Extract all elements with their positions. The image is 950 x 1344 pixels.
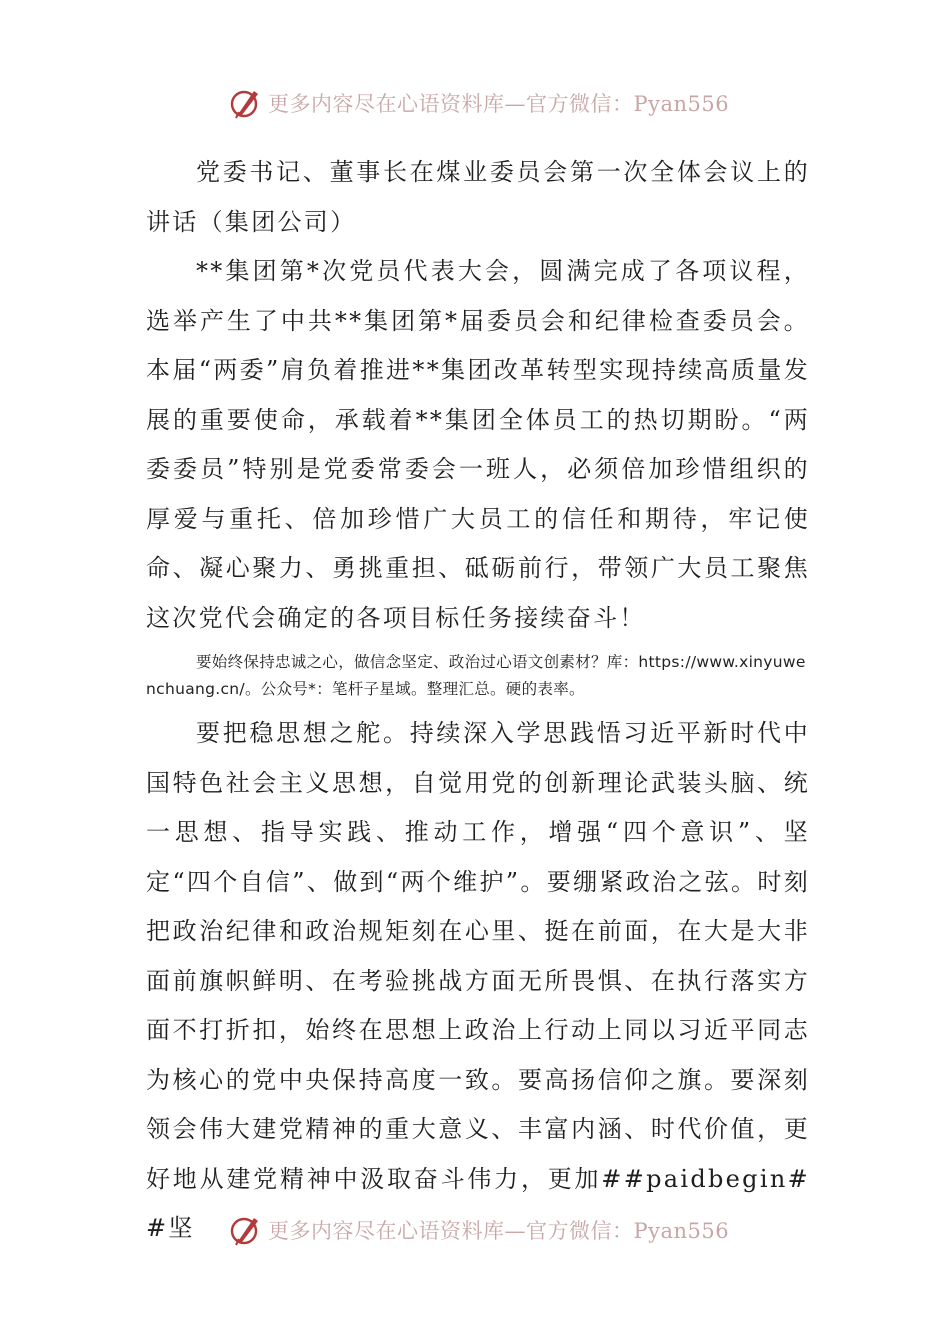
paragraph-1: **集团第*次党员代表大会，圆满完成了各项议程，选举产生了中共**集团第*届委员会和纪律检查委员会。本届“两委”肩负着推进**集团改革转型实现持续高质量发展的重要使命，承载着**集团全体员工的热切期盼。“两委委员”特别是党委常委会一班人，必须倍加珍惜组织的厚爱与重托、倍加珍惜广大员工的信任和期待，牢记使命、凝心聚力、勇挑重担、砥砺前行，带领广大员工聚焦这次党代会确定的各项目标任务接续奋斗！ <box>146 257 810 632</box>
document-body <box>146 148 810 1254</box>
quill-pen-logo-icon <box>228 85 264 121</box>
brand-banner-text: 更多内容尽在心语资料库—官方微信：Pyan556 <box>268 1219 730 1243</box>
quill-pen-logo-icon <box>228 1212 264 1248</box>
document-title: 党委书记、董事长在煤业委员会第一次全体会议上的讲话（集团公司） <box>146 158 810 236</box>
header-brand-banner <box>228 83 748 123</box>
inline-note: 要始终保持忠诚之心，做信念坚定、政治过心语文创素材？库：https://www.xinyuwenchuang.cn/。公众号*：笔杆子星域。整理汇总。硬的表率。 <box>146 653 806 698</box>
brand-banner-text: 更多内容尽在心语资料库—官方微信：Pyan556 <box>268 92 730 116</box>
footer-brand-banner <box>228 1210 748 1250</box>
paragraph-2: 要把稳思想之舵。持续深入学思践悟习近平新时代中国特色社会主义思想，自觉用党的创新理论武装头脑、统一思想、指导实践、推动工作，增强“四个意识”、坚定“四个自信”、做到“两个维护”。要绷紧政治之弦。时刻把政治纪律和政治规矩刻在心里、挺在前面，在大是大非面前旗帜鲜明、在考验挑战方面无所畏惧、在执行落实方面不打折扣，始终在思想上政治上行动上同以习近平同志为核心的党中央保持高度一致。要高扬信仰之旗。要深刻领会伟大建党精神的重大意义、丰富内涵、时代价值，更好地从建党精神中汲取奋斗伟力，更加##paidbegin##坚 <box>146 719 810 1242</box>
